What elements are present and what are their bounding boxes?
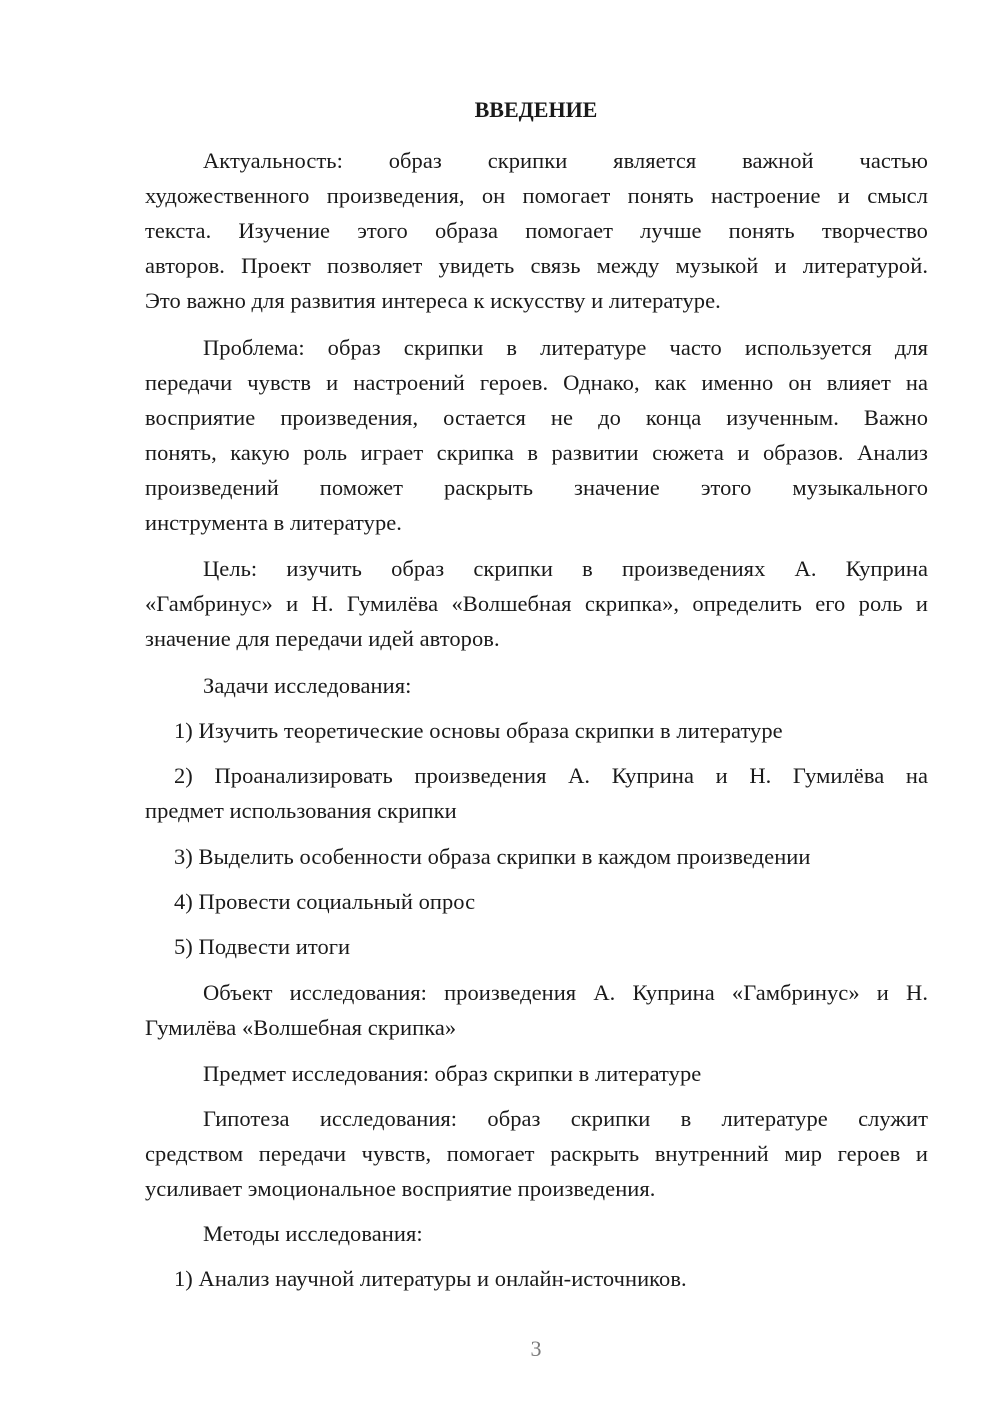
text-line: авторов. Проект позволяет увидеть связь между музыкой и литературой. — [145, 253, 928, 278]
text-line: значение для передачи идей авторов. — [145, 626, 500, 651]
text-line: художественного произведения, он помогает понять настроение и смысл — [145, 183, 928, 208]
text-line: Объект исследования: произведения А. Куприна «Гамбринус» и Н. — [203, 980, 928, 1005]
text-line: усиливает эмоциональное восприятие произведения. — [145, 1176, 656, 1201]
text-line: «Гамбринус» и Н. Гумилёва «Волшебная скрипка», определить его роль и — [145, 591, 928, 616]
page-number: 3 — [530, 1336, 542, 1361]
list-item: 5) Подвести итоги — [174, 934, 351, 959]
text-line: передачи чувств и настроений героев. Однако, как именно он влияет на — [145, 370, 928, 395]
text-line: Гипотеза исследования: образ скрипки в литературе служит — [203, 1106, 928, 1131]
list-item: 2) Проанализировать произведения А. Куприна и Н. Гумилёва на — [174, 763, 928, 788]
text-line: Актуальность: образ скрипки является важной частью — [203, 148, 928, 173]
text-line: восприятие произведения, остается не до конца изученным. Важно — [145, 405, 928, 430]
text-line: Цель: изучить образ скрипки в произведениях А. Куприна — [203, 556, 928, 581]
list-item: 1) Анализ научной литературы и онлайн-источников. — [174, 1266, 687, 1291]
text-line: текста. Изучение этого образа помогает лучше понять творчество — [145, 218, 928, 243]
text-line: инструмента в литературе. — [145, 510, 402, 535]
text-line: Методы исследования: — [203, 1221, 423, 1246]
text-line: Гумилёва «Волшебная скрипка» — [145, 1015, 457, 1040]
section-title: ВВЕДЕНИЕ — [474, 97, 598, 122]
text-line: Задачи исследования: — [203, 673, 412, 698]
list-item: 1) Изучить теоретические основы образа скрипки в литературе — [174, 718, 783, 743]
text-line: Это важно для развития интереса к искусству и литературе. — [145, 288, 721, 313]
text-line: понять, какую роль играет скрипка в развитии сюжета и образов. Анализ — [145, 440, 928, 465]
text-line: произведений поможет раскрыть значение этого музыкального — [145, 475, 928, 500]
text-line: средством передачи чувств, помогает раскрыть внутренний мир героев и — [145, 1141, 928, 1166]
text-line: предмет использования скрипки — [145, 798, 457, 823]
text-line: Проблема: образ скрипки в литературе часто используется для — [203, 335, 928, 360]
list-item: 3) Выделить особенности образа скрипки в каждом произведении — [174, 844, 811, 869]
text-line: Предмет исследования: образ скрипки в литературе — [203, 1061, 702, 1086]
list-item: 4) Провести социальный опрос — [174, 889, 476, 914]
